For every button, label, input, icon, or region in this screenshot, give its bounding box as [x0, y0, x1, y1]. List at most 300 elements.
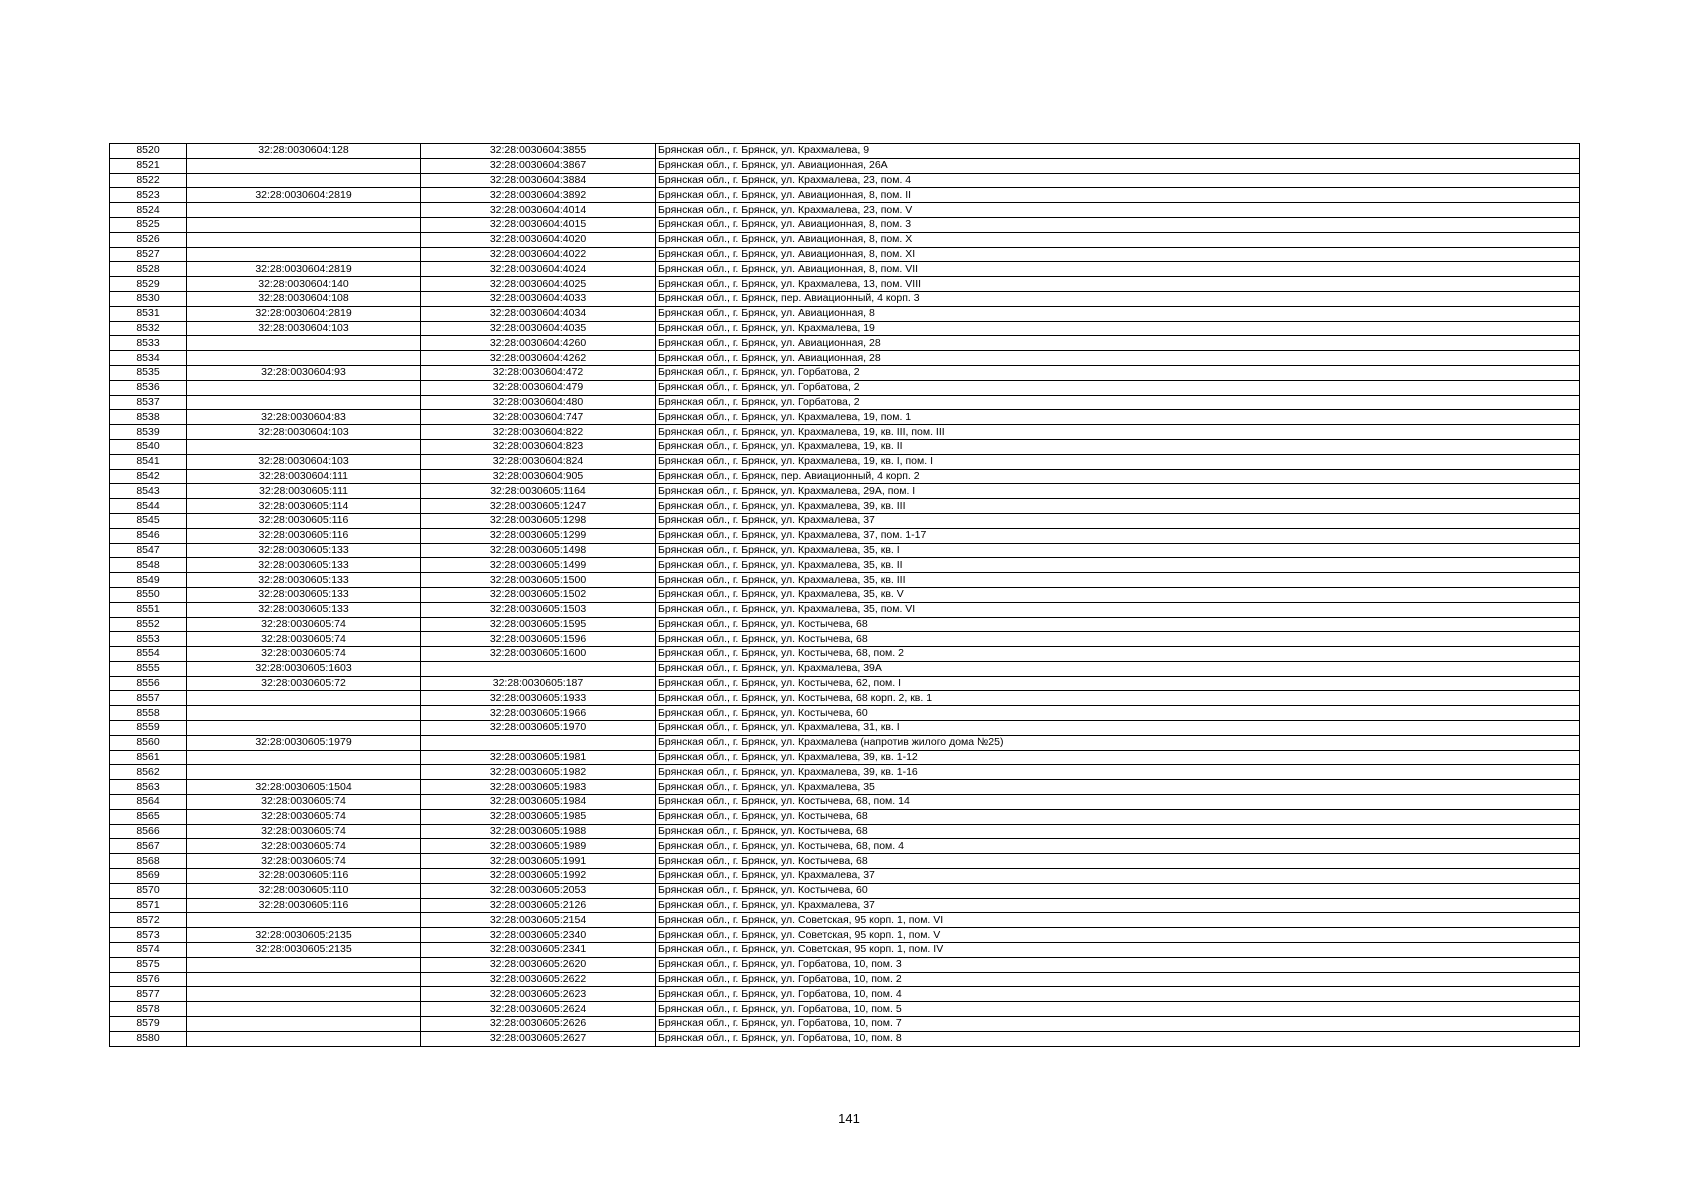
table-row	[110, 410, 1580, 425]
address-cell: Брянская обл., г. Брянск, ул. Советская, 95 корп. 1, пом. V	[656, 928, 1580, 943]
row-number-cell: 8541	[110, 454, 187, 469]
parcel-cadastral-number-cell	[187, 217, 421, 232]
row-number-cell: 8537	[110, 395, 187, 410]
parcel-cadastral-number-cell	[187, 232, 421, 247]
parcel-cadastral-number-cell: 32:28:0030604:103	[187, 425, 421, 440]
object-cadastral-number-cell: 32:28:0030604:472	[421, 365, 656, 380]
parcel-cadastral-number-cell: 32:28:0030605:74	[187, 632, 421, 647]
row-number-cell: 8568	[110, 854, 187, 869]
parcel-cadastral-number-cell	[187, 173, 421, 188]
parcel-cadastral-number-cell	[187, 913, 421, 928]
row-number-cell: 8543	[110, 484, 187, 499]
object-cadastral-number-cell	[421, 735, 656, 750]
parcel-cadastral-number-cell: 32:28:0030605:74	[187, 854, 421, 869]
table-row	[110, 587, 1580, 602]
table-row	[110, 1017, 1580, 1032]
parcel-cadastral-number-cell: 32:28:0030605:74	[187, 647, 421, 662]
parcel-cadastral-number-cell: 32:28:0030605:116	[187, 528, 421, 543]
registry-table	[109, 143, 1580, 1047]
table-row	[110, 661, 1580, 676]
parcel-cadastral-number-cell	[187, 203, 421, 218]
row-number-cell: 8533	[110, 336, 187, 351]
parcel-cadastral-number-cell	[187, 765, 421, 780]
address-cell: Брянская обл., г. Брянск, ул. Горбатова, 10, пом. 4	[656, 987, 1580, 1002]
object-cadastral-number-cell: 32:28:0030605:1985	[421, 809, 656, 824]
address-cell: Брянская обл., г. Брянск, ул. Крахмалева, 23, пом. V	[656, 203, 1580, 218]
address-cell: Брянская обл., г. Брянск, ул. Костычева, 68, пом. 2	[656, 647, 1580, 662]
object-cadastral-number-cell	[421, 661, 656, 676]
row-number-cell: 8536	[110, 380, 187, 395]
table-row	[110, 188, 1580, 203]
address-cell: Брянская обл., г. Брянск, пер. Авиационный, 4 корп. 2	[656, 469, 1580, 484]
parcel-cadastral-number-cell: 32:28:0030605:74	[187, 824, 421, 839]
row-number-cell: 8547	[110, 543, 187, 558]
address-cell: Брянская обл., г. Брянск, ул. Крахмалева, 37	[656, 869, 1580, 884]
table-row	[110, 158, 1580, 173]
object-cadastral-number-cell: 32:28:0030604:3884	[421, 173, 656, 188]
table-row	[110, 676, 1580, 691]
object-cadastral-number-cell: 32:28:0030605:2624	[421, 1002, 656, 1017]
object-cadastral-number-cell: 32:28:0030604:823	[421, 439, 656, 454]
parcel-cadastral-number-cell: 32:28:0030605:111	[187, 484, 421, 499]
row-number-cell: 8579	[110, 1017, 187, 1032]
table-row	[110, 898, 1580, 913]
row-number-cell: 8554	[110, 647, 187, 662]
object-cadastral-number-cell: 32:28:0030605:1933	[421, 691, 656, 706]
parcel-cadastral-number-cell: 32:28:0030605:72	[187, 676, 421, 691]
address-cell: Брянская обл., г. Брянск, ул. Костычева, 62, пом. I	[656, 676, 1580, 691]
address-cell: Брянская обл., г. Брянск, ул. Крахмалева, 35, кв. I	[656, 543, 1580, 558]
object-cadastral-number-cell: 32:28:0030605:1164	[421, 484, 656, 499]
table-row	[110, 632, 1580, 647]
object-cadastral-number-cell: 32:28:0030604:747	[421, 410, 656, 425]
parcel-cadastral-number-cell: 32:28:0030605:110	[187, 883, 421, 898]
address-cell: Брянская обл., г. Брянск, ул. Крахмалева, 39, кв. III	[656, 499, 1580, 514]
parcel-cadastral-number-cell	[187, 957, 421, 972]
row-number-cell: 8572	[110, 913, 187, 928]
table-row	[110, 232, 1580, 247]
object-cadastral-number-cell: 32:28:0030605:1981	[421, 750, 656, 765]
row-number-cell: 8576	[110, 972, 187, 987]
address-cell: Брянская обл., г. Брянск, ул. Костычева, 68	[656, 824, 1580, 839]
address-cell: Брянская обл., г. Брянск, ул. Горбатова, 2	[656, 395, 1580, 410]
parcel-cadastral-number-cell	[187, 351, 421, 366]
parcel-cadastral-number-cell: 32:28:0030605:116	[187, 898, 421, 913]
table-row	[110, 928, 1580, 943]
object-cadastral-number-cell: 32:28:0030604:479	[421, 380, 656, 395]
address-cell: Брянская обл., г. Брянск, ул. Крахмалева, 37	[656, 513, 1580, 528]
parcel-cadastral-number-cell: 32:28:0030605:1979	[187, 735, 421, 750]
object-cadastral-number-cell: 32:28:0030605:1992	[421, 869, 656, 884]
address-cell: Брянская обл., г. Брянск, ул. Костычева, 68, пом. 4	[656, 839, 1580, 854]
address-cell: Брянская обл., г. Брянск, ул. Крахмалева, 39, кв. 1-12	[656, 750, 1580, 765]
address-cell: Брянская обл., г. Брянск, ул. Крахмалева, 35, кв. II	[656, 558, 1580, 573]
parcel-cadastral-number-cell: 32:28:0030605:74	[187, 809, 421, 824]
table-row	[110, 1002, 1580, 1017]
parcel-cadastral-number-cell: 32:28:0030605:74	[187, 795, 421, 810]
table-row	[110, 484, 1580, 499]
object-cadastral-number-cell: 32:28:0030604:3855	[421, 144, 656, 159]
parcel-cadastral-number-cell	[187, 380, 421, 395]
address-cell: Брянская обл., г. Брянск, ул. Авиационная, 8, пом. II	[656, 188, 1580, 203]
object-cadastral-number-cell: 32:28:0030604:4020	[421, 232, 656, 247]
row-number-cell: 8535	[110, 365, 187, 380]
row-number-cell: 8525	[110, 217, 187, 232]
table-row	[110, 365, 1580, 380]
row-number-cell: 8542	[110, 469, 187, 484]
address-cell: Брянская обл., г. Брянск, ул. Авиационная, 8, пом. XI	[656, 247, 1580, 262]
address-cell: Брянская обл., г. Брянск, ул. Крахмалева, 13, пом. VIII	[656, 277, 1580, 292]
address-cell: Брянская обл., г. Брянск, ул. Крахмалева, 37	[656, 898, 1580, 913]
object-cadastral-number-cell: 32:28:0030605:1502	[421, 587, 656, 602]
table-row	[110, 513, 1580, 528]
parcel-cadastral-number-cell: 32:28:0030605:133	[187, 558, 421, 573]
row-number-cell: 8562	[110, 765, 187, 780]
object-cadastral-number-cell: 32:28:0030605:1500	[421, 573, 656, 588]
object-cadastral-number-cell: 32:28:0030604:4033	[421, 291, 656, 306]
address-cell: Брянская обл., г. Брянск, ул. Крахмалева, 23, пом. 4	[656, 173, 1580, 188]
address-cell: Брянская обл., г. Брянск, ул. Крахмалева, 19, кв. I, пом. I	[656, 454, 1580, 469]
address-cell: Брянская обл., г. Брянск, пер. Авиационный, 4 корп. 3	[656, 291, 1580, 306]
table-row	[110, 647, 1580, 662]
parcel-cadastral-number-cell: 32:28:0030605:2135	[187, 943, 421, 958]
row-number-cell: 8567	[110, 839, 187, 854]
parcel-cadastral-number-cell: 32:28:0030605:74	[187, 839, 421, 854]
row-number-cell: 8552	[110, 617, 187, 632]
table-row	[110, 691, 1580, 706]
table-row	[110, 706, 1580, 721]
object-cadastral-number-cell: 32:28:0030605:1299	[421, 528, 656, 543]
address-cell: Брянская обл., г. Брянск, ул. Крахмалева, 39А	[656, 661, 1580, 676]
parcel-cadastral-number-cell	[187, 395, 421, 410]
table-row	[110, 913, 1580, 928]
parcel-cadastral-number-cell: 32:28:0030604:93	[187, 365, 421, 380]
row-number-cell: 8534	[110, 351, 187, 366]
table-row	[110, 454, 1580, 469]
row-number-cell: 8571	[110, 898, 187, 913]
row-number-cell: 8522	[110, 173, 187, 188]
address-cell: Брянская обл., г. Брянск, ул. Советская, 95 корп. 1, пом. IV	[656, 943, 1580, 958]
row-number-cell: 8544	[110, 499, 187, 514]
row-number-cell: 8564	[110, 795, 187, 810]
object-cadastral-number-cell: 32:28:0030605:2053	[421, 883, 656, 898]
parcel-cadastral-number-cell: 32:28:0030605:133	[187, 573, 421, 588]
row-number-cell: 8526	[110, 232, 187, 247]
parcel-cadastral-number-cell	[187, 987, 421, 1002]
object-cadastral-number-cell: 32:28:0030605:2340	[421, 928, 656, 943]
address-cell: Брянская обл., г. Брянск, ул. Горбатова, 10, пом. 2	[656, 972, 1580, 987]
address-cell: Брянская обл., г. Брянск, ул. Крахмалева, 35, кв. III	[656, 573, 1580, 588]
table-row	[110, 395, 1580, 410]
table-row	[110, 869, 1580, 884]
table-row	[110, 306, 1580, 321]
address-cell: Брянская обл., г. Брянск, ул. Авиационная, 8	[656, 306, 1580, 321]
object-cadastral-number-cell: 32:28:0030605:2620	[421, 957, 656, 972]
address-cell: Брянская обл., г. Брянск, ул. Костычева, 60	[656, 706, 1580, 721]
row-number-cell: 8558	[110, 706, 187, 721]
table-row	[110, 173, 1580, 188]
address-cell: Брянская обл., г. Брянск, ул. Крахмалева, 19	[656, 321, 1580, 336]
object-cadastral-number-cell: 32:28:0030605:1499	[421, 558, 656, 573]
parcel-cadastral-number-cell	[187, 706, 421, 721]
object-cadastral-number-cell: 32:28:0030605:1982	[421, 765, 656, 780]
parcel-cadastral-number-cell: 32:28:0030604:83	[187, 410, 421, 425]
row-number-cell: 8557	[110, 691, 187, 706]
row-number-cell: 8575	[110, 957, 187, 972]
address-cell: Брянская обл., г. Брянск, ул. Крахмалева, 39, кв. 1-16	[656, 765, 1580, 780]
row-number-cell: 8556	[110, 676, 187, 691]
parcel-cadastral-number-cell: 32:28:0030604:103	[187, 321, 421, 336]
address-cell: Брянская обл., г. Брянск, ул. Авиационная, 26А	[656, 158, 1580, 173]
address-cell: Брянская обл., г. Брянск, ул. Авиационная, 8, пом. X	[656, 232, 1580, 247]
table-row	[110, 602, 1580, 617]
row-number-cell: 8550	[110, 587, 187, 602]
object-cadastral-number-cell: 32:28:0030605:2341	[421, 943, 656, 958]
parcel-cadastral-number-cell	[187, 1031, 421, 1046]
parcel-cadastral-number-cell	[187, 1017, 421, 1032]
address-cell: Брянская обл., г. Брянск, ул. Костычева, 68	[656, 809, 1580, 824]
row-number-cell: 8524	[110, 203, 187, 218]
row-number-cell: 8574	[110, 943, 187, 958]
parcel-cadastral-number-cell: 32:28:0030604:103	[187, 454, 421, 469]
row-number-cell: 8548	[110, 558, 187, 573]
parcel-cadastral-number-cell: 32:28:0030604:111	[187, 469, 421, 484]
parcel-cadastral-number-cell: 32:28:0030605:1603	[187, 661, 421, 676]
object-cadastral-number-cell: 32:28:0030605:1503	[421, 602, 656, 617]
parcel-cadastral-number-cell: 32:28:0030605:133	[187, 602, 421, 617]
table-row	[110, 558, 1580, 573]
table-row	[110, 765, 1580, 780]
table-row	[110, 795, 1580, 810]
row-number-cell: 8520	[110, 144, 187, 159]
row-number-cell: 8532	[110, 321, 187, 336]
parcel-cadastral-number-cell	[187, 336, 421, 351]
table-row	[110, 425, 1580, 440]
object-cadastral-number-cell: 32:28:0030604:4024	[421, 262, 656, 277]
address-cell: Брянская обл., г. Брянск, ул. Крахмалева, 9	[656, 144, 1580, 159]
row-number-cell: 8580	[110, 1031, 187, 1046]
address-cell: Брянская обл., г. Брянск, ул. Авиационная, 8, пом. VII	[656, 262, 1580, 277]
registry-table-body	[110, 144, 1580, 1047]
address-cell: Брянская обл., г. Брянск, ул. Крахмалева, 35, пом. VI	[656, 602, 1580, 617]
parcel-cadastral-number-cell	[187, 1002, 421, 1017]
table-row	[110, 277, 1580, 292]
object-cadastral-number-cell: 32:28:0030604:4025	[421, 277, 656, 292]
row-number-cell: 8569	[110, 869, 187, 884]
table-row	[110, 721, 1580, 736]
table-row	[110, 987, 1580, 1002]
parcel-cadastral-number-cell: 32:28:0030605:2135	[187, 928, 421, 943]
table-row	[110, 380, 1580, 395]
object-cadastral-number-cell: 32:28:0030605:1988	[421, 824, 656, 839]
object-cadastral-number-cell: 32:28:0030605:2626	[421, 1017, 656, 1032]
object-cadastral-number-cell: 32:28:0030605:1247	[421, 499, 656, 514]
object-cadastral-number-cell: 32:28:0030605:2627	[421, 1031, 656, 1046]
parcel-cadastral-number-cell	[187, 158, 421, 173]
row-number-cell: 8555	[110, 661, 187, 676]
row-number-cell: 8531	[110, 306, 187, 321]
table-row	[110, 735, 1580, 750]
address-cell: Брянская обл., г. Брянск, ул. Крахмалева, 31, кв. I	[656, 721, 1580, 736]
parcel-cadastral-number-cell: 32:28:0030605:116	[187, 513, 421, 528]
object-cadastral-number-cell: 32:28:0030604:4022	[421, 247, 656, 262]
table-row	[110, 439, 1580, 454]
table-row	[110, 824, 1580, 839]
table-row	[110, 943, 1580, 958]
table-row	[110, 780, 1580, 795]
table-row	[110, 351, 1580, 366]
object-cadastral-number-cell: 32:28:0030605:2126	[421, 898, 656, 913]
parcel-cadastral-number-cell: 32:28:0030604:108	[187, 291, 421, 306]
table-row	[110, 1031, 1580, 1046]
page-number: 141	[838, 1111, 860, 1126]
table-row	[110, 469, 1580, 484]
address-cell: Брянская обл., г. Брянск, ул. Крахмалева (напротив жилого дома №25)	[656, 735, 1580, 750]
address-cell: Брянская обл., г. Брянск, ул. Крахмалева, 19, кв. II	[656, 439, 1580, 454]
object-cadastral-number-cell: 32:28:0030605:2623	[421, 987, 656, 1002]
table-row	[110, 839, 1580, 854]
object-cadastral-number-cell: 32:28:0030604:3867	[421, 158, 656, 173]
object-cadastral-number-cell: 32:28:0030604:4034	[421, 306, 656, 321]
row-number-cell: 8529	[110, 277, 187, 292]
object-cadastral-number-cell: 32:28:0030605:1991	[421, 854, 656, 869]
table-row	[110, 499, 1580, 514]
table-row	[110, 957, 1580, 972]
object-cadastral-number-cell: 32:28:0030605:1596	[421, 632, 656, 647]
object-cadastral-number-cell: 32:28:0030604:480	[421, 395, 656, 410]
row-number-cell: 8577	[110, 987, 187, 1002]
table-row	[110, 809, 1580, 824]
object-cadastral-number-cell: 32:28:0030605:1984	[421, 795, 656, 810]
parcel-cadastral-number-cell	[187, 972, 421, 987]
parcel-cadastral-number-cell: 32:28:0030605:114	[187, 499, 421, 514]
address-cell: Брянская обл., г. Брянск, ул. Горбатова, 2	[656, 380, 1580, 395]
table-row	[110, 972, 1580, 987]
table-row	[110, 321, 1580, 336]
row-number-cell: 8570	[110, 883, 187, 898]
parcel-cadastral-number-cell: 32:28:0030604:2819	[187, 306, 421, 321]
object-cadastral-number-cell: 32:28:0030605:187	[421, 676, 656, 691]
row-number-cell: 8528	[110, 262, 187, 277]
object-cadastral-number-cell: 32:28:0030605:1595	[421, 617, 656, 632]
address-cell: Брянская обл., г. Брянск, ул. Костычева, 68 корп. 2, кв. 1	[656, 691, 1580, 706]
object-cadastral-number-cell: 32:28:0030604:4260	[421, 336, 656, 351]
row-number-cell: 8566	[110, 824, 187, 839]
row-number-cell: 8551	[110, 602, 187, 617]
parcel-cadastral-number-cell: 32:28:0030605:116	[187, 869, 421, 884]
row-number-cell: 8559	[110, 721, 187, 736]
address-cell: Брянская обл., г. Брянск, ул. Горбатова, 10, пом. 5	[656, 1002, 1580, 1017]
parcel-cadastral-number-cell	[187, 247, 421, 262]
row-number-cell: 8521	[110, 158, 187, 173]
parcel-cadastral-number-cell	[187, 439, 421, 454]
row-number-cell: 8573	[110, 928, 187, 943]
object-cadastral-number-cell: 32:28:0030605:1970	[421, 721, 656, 736]
object-cadastral-number-cell: 32:28:0030604:4015	[421, 217, 656, 232]
object-cadastral-number-cell: 32:28:0030605:2154	[421, 913, 656, 928]
address-cell: Брянская обл., г. Брянск, ул. Костычева, 68	[656, 617, 1580, 632]
parcel-cadastral-number-cell: 32:28:0030605:133	[187, 587, 421, 602]
object-cadastral-number-cell: 32:28:0030605:1966	[421, 706, 656, 721]
table-row	[110, 203, 1580, 218]
parcel-cadastral-number-cell	[187, 721, 421, 736]
table-row	[110, 883, 1580, 898]
address-cell: Брянская обл., г. Брянск, ул. Крахмалева, 29А, пом. I	[656, 484, 1580, 499]
row-number-cell: 8578	[110, 1002, 187, 1017]
address-cell: Брянская обл., г. Брянск, ул. Крахмалева, 35	[656, 780, 1580, 795]
table-row	[110, 247, 1580, 262]
address-cell: Брянская обл., г. Брянск, ул. Советская, 95 корп. 1, пом. VI	[656, 913, 1580, 928]
row-number-cell: 8553	[110, 632, 187, 647]
address-cell: Брянская обл., г. Брянск, ул. Горбатова, 2	[656, 365, 1580, 380]
row-number-cell: 8549	[110, 573, 187, 588]
address-cell: Брянская обл., г. Брянск, ул. Крахмалева, 37, пом. 1-17	[656, 528, 1580, 543]
address-cell: Брянская обл., г. Брянск, ул. Костычева, 60	[656, 883, 1580, 898]
table-row	[110, 543, 1580, 558]
object-cadastral-number-cell: 32:28:0030605:1298	[421, 513, 656, 528]
parcel-cadastral-number-cell: 32:28:0030605:133	[187, 543, 421, 558]
row-number-cell: 8530	[110, 291, 187, 306]
parcel-cadastral-number-cell: 32:28:0030604:128	[187, 144, 421, 159]
parcel-cadastral-number-cell: 32:28:0030604:2819	[187, 262, 421, 277]
row-number-cell: 8546	[110, 528, 187, 543]
row-number-cell: 8560	[110, 735, 187, 750]
row-number-cell: 8545	[110, 513, 187, 528]
address-cell: Брянская обл., г. Брянск, ул. Крахмалева, 19, кв. III, пом. III	[656, 425, 1580, 440]
object-cadastral-number-cell: 32:28:0030604:905	[421, 469, 656, 484]
address-cell: Брянская обл., г. Брянск, ул. Авиационная, 28	[656, 336, 1580, 351]
row-number-cell: 8565	[110, 809, 187, 824]
parcel-cadastral-number-cell	[187, 750, 421, 765]
row-number-cell: 8538	[110, 410, 187, 425]
parcel-cadastral-number-cell: 32:28:0030604:140	[187, 277, 421, 292]
parcel-cadastral-number-cell	[187, 691, 421, 706]
object-cadastral-number-cell: 32:28:0030604:824	[421, 454, 656, 469]
object-cadastral-number-cell: 32:28:0030604:4035	[421, 321, 656, 336]
address-cell: Брянская обл., г. Брянск, ул. Авиационная, 8, пом. 3	[656, 217, 1580, 232]
address-cell: Брянская обл., г. Брянск, ул. Крахмалева, 35, кв. V	[656, 587, 1580, 602]
address-cell: Брянская обл., г. Брянск, ул. Костычева, 68	[656, 632, 1580, 647]
object-cadastral-number-cell: 32:28:0030604:4262	[421, 351, 656, 366]
table-row	[110, 573, 1580, 588]
address-cell: Брянская обл., г. Брянск, ул. Костычева, 68, пом. 14	[656, 795, 1580, 810]
table-row	[110, 217, 1580, 232]
parcel-cadastral-number-cell: 32:28:0030604:2819	[187, 188, 421, 203]
row-number-cell: 8539	[110, 425, 187, 440]
address-cell: Брянская обл., г. Брянск, ул. Костычева, 68	[656, 854, 1580, 869]
row-number-cell: 8563	[110, 780, 187, 795]
address-cell: Брянская обл., г. Брянск, ул. Горбатова, 10, пом. 8	[656, 1031, 1580, 1046]
table-row	[110, 854, 1580, 869]
table-row	[110, 336, 1580, 351]
table-row	[110, 528, 1580, 543]
address-cell: Брянская обл., г. Брянск, ул. Горбатова, 10, пом. 3	[656, 957, 1580, 972]
row-number-cell: 8527	[110, 247, 187, 262]
object-cadastral-number-cell: 32:28:0030605:1983	[421, 780, 656, 795]
table-row	[110, 144, 1580, 159]
row-number-cell: 8523	[110, 188, 187, 203]
parcel-cadastral-number-cell: 32:28:0030605:1504	[187, 780, 421, 795]
object-cadastral-number-cell: 32:28:0030604:822	[421, 425, 656, 440]
parcel-cadastral-number-cell: 32:28:0030605:74	[187, 617, 421, 632]
table-row	[110, 262, 1580, 277]
object-cadastral-number-cell: 32:28:0030605:1989	[421, 839, 656, 854]
object-cadastral-number-cell: 32:28:0030605:1498	[421, 543, 656, 558]
address-cell: Брянская обл., г. Брянск, ул. Горбатова, 10, пом. 7	[656, 1017, 1580, 1032]
object-cadastral-number-cell: 32:28:0030604:4014	[421, 203, 656, 218]
row-number-cell: 8561	[110, 750, 187, 765]
object-cadastral-number-cell: 32:28:0030605:2622	[421, 972, 656, 987]
